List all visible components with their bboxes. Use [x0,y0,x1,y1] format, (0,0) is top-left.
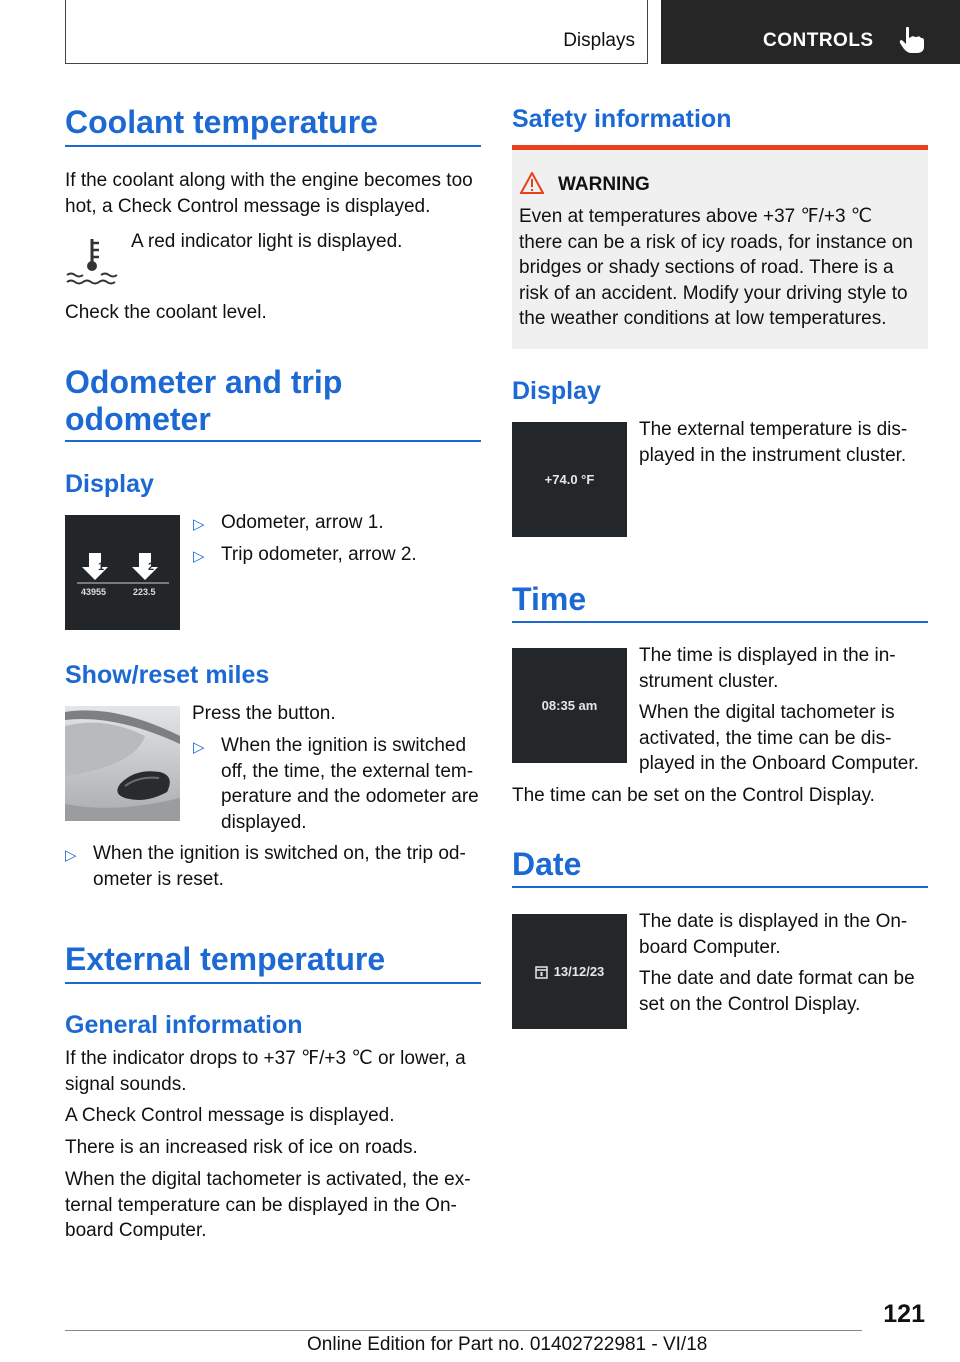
odometer-title-rule [65,440,481,442]
paragraph-line: board Computer. [639,936,781,958]
coolant-paragraph-1: If the coolant along with the engine becomes too hot, a Check Control message is displayed. [65,170,473,217]
time-paragraph-2 [639,700,919,777]
time-title-rule [512,621,928,623]
display-text [639,417,907,468]
external-paragraph-2: A Check Control message is displayed. [65,1105,395,1126]
bullet-triangle-icon: ▷ [65,847,77,864]
thumbnail-temperature-text: +74.0 °F [544,472,595,487]
list-item-line: ometer is reset. [93,868,224,890]
odometer-title-line: odometer [65,401,211,437]
trip-value: 223.5 [133,587,156,597]
date-paragraph-1 [639,909,907,960]
warning-line: Even at temperatures above +37 ℉/+3 ℃ [519,206,873,227]
external-temperature-title: External temperature [65,941,386,977]
list-item: Odometer, arrow 1. [221,512,384,533]
list-item-line: When the ignition is switched on, the trip od- [93,843,466,864]
warning-text [519,204,924,332]
list-item-line: off, the time, the external tem- [221,760,474,782]
warning-line: risk of an accident. Modify your driving style to [519,282,908,304]
header-section-tab [65,0,648,64]
thumbnail-time-text: 08:35 am [541,698,598,713]
coolant-temperature-icon [65,233,119,287]
list-item-line: displayed. [221,811,307,833]
bullet-triangle-icon: ▷ [193,548,205,565]
header-chapter-tab [661,0,960,64]
list-item [93,841,466,892]
paragraph-line: played in the instrument cluster. [639,444,907,466]
paragraph-line: If the indicator drops to +37 ℉/+3 ℃ or lower, a [65,1048,466,1069]
date-paragraph-2 [639,966,915,1017]
paragraph-line: When the digital tachometer is [639,702,895,723]
date-title-rule [512,886,928,888]
reset-button-thumbnail [65,706,180,821]
external-title-rule [65,982,481,984]
bullet-triangle-icon: ▷ [193,739,205,756]
indicator-text: A red indicator light is displayed. [131,231,403,252]
paragraph-line: set on the Control Display. [639,993,861,1015]
display-heading: Display [512,377,601,405]
time-title: Time [512,581,587,617]
coolant-title: Coolant temperature [65,104,378,140]
arrow-2-label: 2 [148,561,155,573]
paragraph-line: The external temperature is dis- [639,419,908,440]
press-button-text: Press the button. [192,703,336,724]
date-thumbnail [512,914,627,1029]
odometer-title [65,364,342,438]
pointing-hand-icon [899,26,925,54]
list-item: Trip odometer, arrow 2. [221,544,417,565]
bullet-triangle-icon: ▷ [193,516,205,533]
time-thumbnail [512,648,627,763]
list-item-line: When the ignition is switched [221,735,467,756]
odometer-title-line: Odometer and trip [65,364,343,400]
coolant-paragraph-2: Check the coolant level. [65,302,267,323]
safety-heading: Safety information [512,105,732,133]
footer-rule [65,1330,862,1331]
paragraph-line: The date and date format can be [639,968,915,989]
warning-line: there can be a risk of icy roads, for instance on [519,231,913,253]
external-paragraph-4 [65,1167,485,1244]
thumbnail-date-text: 13/12/23 [553,964,605,979]
arrow-1-label: 1 [98,561,105,573]
paragraph-line: signal sounds. [65,1073,187,1095]
calendar-icon [535,965,548,979]
odometer-value: 43955 [81,587,107,597]
time-paragraph-3: The time can be set on the Control Display. [512,785,875,806]
date-title: Date [512,846,582,882]
odometer-thumbnail [65,515,180,630]
list-item [221,733,479,835]
header-section-label: Displays [563,30,635,51]
warning-line: the weather conditions at low temperatures. [519,308,887,329]
page-number: 121 [883,1300,925,1328]
time-paragraph-1 [639,643,896,694]
paragraph-line: strument cluster. [639,670,779,692]
paragraph-line: The time is displayed in the in- [639,645,896,666]
warning-triangle-icon [520,172,544,194]
warning-label: WARNING [558,174,650,195]
paragraph-line: The date is displayed in the On- [639,911,908,932]
paragraph-line: played in the Onboard Computer. [639,753,919,774]
paragraph-line: activated, the time can be dis- [639,727,892,749]
header-chapter-label: CONTROLS [763,30,874,51]
coolant-title-rule [65,145,481,147]
edition-text: Online Edition for Part no. 01402722981 - VI/18 [307,1334,708,1355]
list-item-line: perature and the odometer are [221,786,479,807]
odometer-display-heading: Display [65,470,154,498]
paragraph-line: board Computer. [65,1220,207,1241]
reset-heading: Show/reset miles [65,661,270,689]
external-temperature-thumbnail [512,422,627,537]
paragraph-line: ternal temperature can be displayed in the On- [65,1194,457,1216]
external-paragraph-3: There is an increased risk of ice on roads. [65,1137,418,1158]
warning-line: bridges or shady sections of road. There is a [519,257,894,278]
general-information-heading: General information [65,1011,303,1039]
paragraph-line: When the digital tachometer is activated, the ex- [65,1169,471,1190]
external-paragraph-1 [65,1046,485,1097]
